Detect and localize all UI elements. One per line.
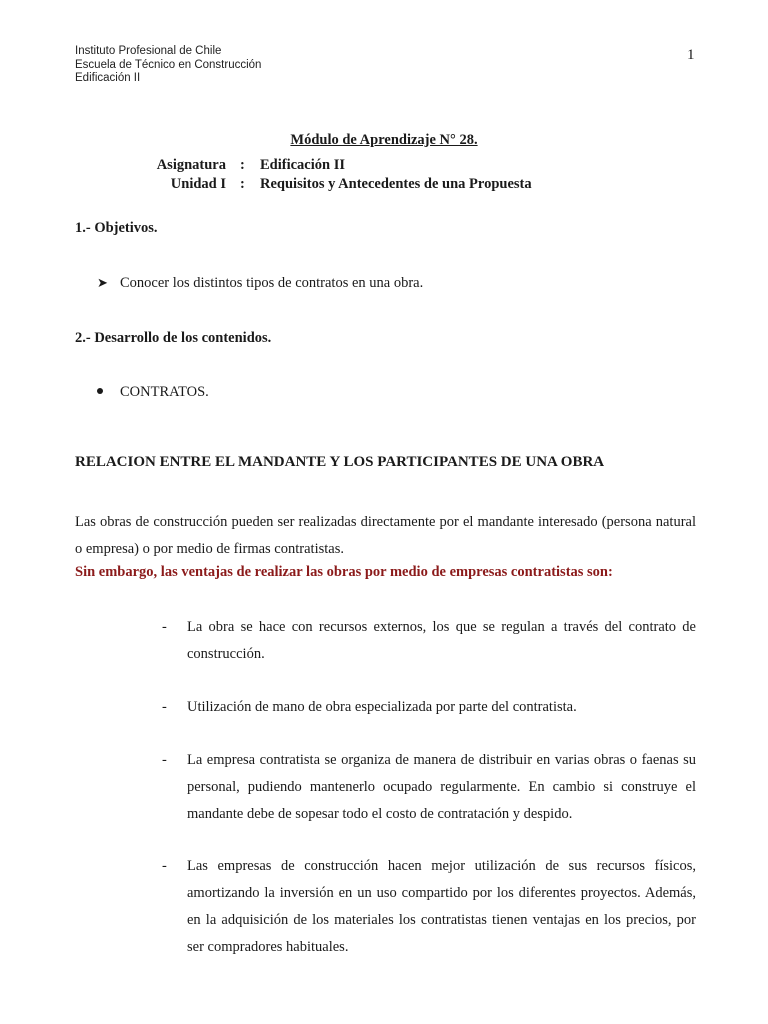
meta-labels	[100, 156, 226, 194]
objectives-heading: 1.- Objetivos.	[75, 220, 158, 236]
objective-text: Conocer los distintos tipos de contratos en una obra.	[120, 275, 424, 291]
list-dash: -	[162, 858, 167, 874]
asignatura-label: Asignatura	[156, 157, 226, 173]
list-dash: -	[162, 619, 167, 635]
objective-item	[97, 275, 423, 292]
list-dash: -	[162, 752, 167, 768]
list-dash: -	[162, 699, 167, 715]
intro-paragraph: Las obras de construcción pueden ser realizadas directamente por el mandante interesado (persona natural o empresa) o por medio de firmas contratistas.	[75, 514, 696, 557]
relation-title: RELACION ENTRE EL MANDANTE Y LOS PARTICIPANTES DE UNA OBRA	[75, 454, 605, 470]
meta-separators	[240, 156, 250, 194]
highlight-sentence: Sin embargo, las ventajas de realizar las obras por medio de empresas contratistas son:	[75, 564, 613, 580]
unidad-value: Requisitos y Antecedentes de una Propuesta	[260, 176, 532, 192]
module-title	[0, 132, 768, 149]
unidad-label: Unidad I	[170, 176, 226, 192]
header-course: Edificación II	[75, 72, 141, 84]
header-institution: Instituto Profesional de Chile	[75, 45, 222, 57]
list-item-text: La empresa contratista se organiza de manera de distribuir en varias obras o faenas su personal, pudiendo mantenerlo ocupado regularmente. En cambio si construye el mandante debe de sopesar todo el costo de contratación y despido.	[187, 752, 696, 822]
page-header	[75, 45, 261, 86]
asignatura-separator: :	[240, 157, 245, 173]
unidad-separator: :	[240, 176, 245, 192]
contents-item-text: CONTRATOS.	[120, 384, 209, 400]
header-school: Escuela de Técnico en Construcción	[75, 58, 262, 71]
list-item-text: La obra se hace con recursos externos, los que se regulan a través del contrato de construcción.	[187, 619, 696, 662]
contents-item	[97, 384, 209, 401]
contents-heading: 2.- Desarrollo de los contenidos.	[75, 330, 272, 346]
arrow-bullet-icon: ➤	[97, 275, 108, 290]
meta-values	[260, 156, 680, 194]
asignatura-value: Edificación II	[260, 157, 345, 173]
list-item-text: Utilización de mano de obra especializada por parte del contratista.	[187, 699, 577, 715]
module-title-text: Módulo de Aprendizaje N° 28.	[290, 132, 478, 148]
bullet-icon	[97, 388, 103, 394]
page-number: 1	[687, 47, 695, 63]
list-item-text: Las empresas de construcción hacen mejor utilización de sus recursos físicos, amortizando la inversión en un uso compartido por los diferentes proyectos. Además, en la adquisición de los materiales los contratistas tienen ventajas en los precios, por ser compradores habituales.	[187, 858, 696, 955]
